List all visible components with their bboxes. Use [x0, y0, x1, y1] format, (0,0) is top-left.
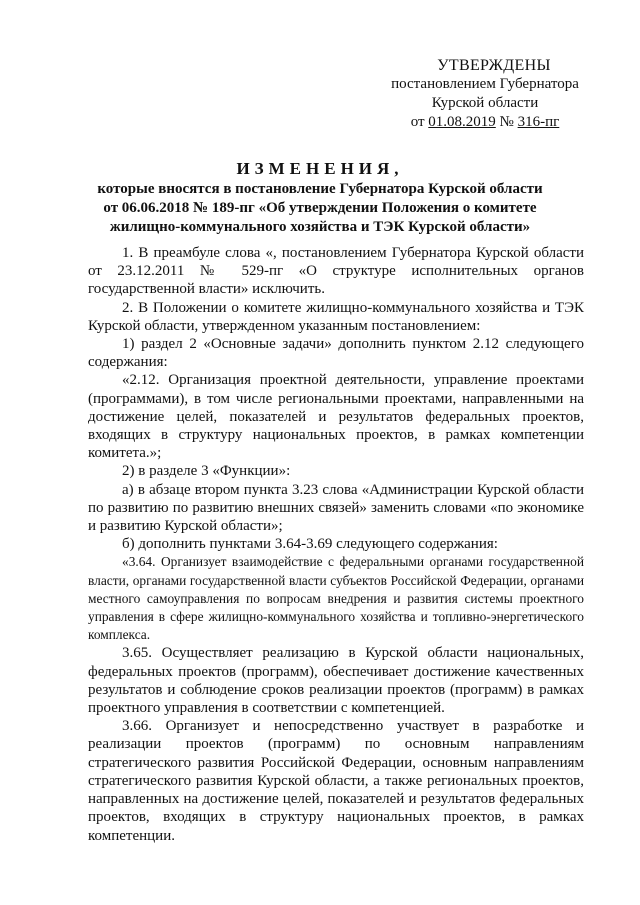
approval-stamp — [370, 56, 600, 132]
subtitle-line-2: от 06.06.2018 № 189-пг «Об утверждении Положения о комитете — [103, 200, 537, 216]
paragraph: 1) раздел 2 «Основные задачи» дополнить пунктом 2.12 следующего содержания: — [88, 336, 584, 371]
approval-date: 01.08.2019 — [428, 114, 496, 130]
document-title: ИЗМЕНЕНИЯ, — [236, 159, 404, 178]
approval-date-prefix: от — [410, 114, 429, 130]
approval-line-1: постановлением Губернатора — [391, 76, 579, 92]
approval-number-sign: № — [495, 114, 518, 130]
document-body — [88, 244, 584, 845]
paragraph: а) в абзаце втором пункта 3.23 слова «Администрации Курской области по развитию по развитию внешних связей» заменить словами «по экономике и развитию Курской области»; — [88, 481, 584, 535]
paragraph: «2.12. Организация проектной деятельности, управление проектами (программами), в том числе региональными проектами, направленными на достижение целей, показателей и результатов федеральных проектов, входящих в структуру национальных проектов, в рамках компетенции комитета.»; — [88, 372, 584, 462]
approval-heading: УТВЕРЖДЕНЫ — [437, 57, 551, 74]
approval-number: 316-пг — [517, 114, 560, 130]
approval-date-line — [370, 113, 600, 132]
paragraph: 2) в разделе 3 «Функции»: — [122, 463, 291, 480]
paragraph: 3.65. Осуществляет реализацию в Курской области национальных, федеральных проектов (программ), обеспечивает достижение качественных результатов и соблюдение сроков реализации проектов (программ) в рамках проектного управления в соответствии с компетенцией. — [88, 645, 584, 717]
document-title-block — [80, 158, 560, 237]
paragraph: б) дополнить пунктами 3.64-3.69 следующего содержания: — [122, 536, 498, 553]
paragraph: 2. В Положении о комитете жилищно-коммунального хозяйства и ТЭК Курской области, утвержденном указанным постановлением: — [88, 299, 584, 334]
paragraph: 1. В преамбуле слова «, постановлением Губернатора Курской области от 23.12.2011 № 529-пг «О структуре исполнительных органов государственной власти» исключить. — [88, 245, 584, 298]
paragraph: 3.66. Организует и непосредственно участвует в разработке и реализации проектов (программ) по основным направлениям стратегического развития Российской Федерации, основным направлениям стратегического развития Курской области, а также региональных проектов, направленных на достижение целей, показателей и результатов федеральных проектов, входящих в структуру национальных проектов, в рамках компетенции. — [88, 718, 584, 844]
paragraph: «3.64. Организует взаимодействие с федеральными органами государственной власти, органами государственной власти субъектов Российской Федерации, органами местного самоуправления по вопросам внедрения и развития системы проектного управления в сфере жилищно-коммунального хозяйства и топливно-энергетического комплекса. — [88, 554, 584, 643]
subtitle-line-3: жилищно-коммунального хозяйства и ТЭК Курской области» — [109, 219, 531, 235]
subtitle-line-1: которые вносятся в постановление Губернатора Курской области — [97, 181, 543, 197]
approval-line-2: Курской области — [431, 95, 539, 111]
